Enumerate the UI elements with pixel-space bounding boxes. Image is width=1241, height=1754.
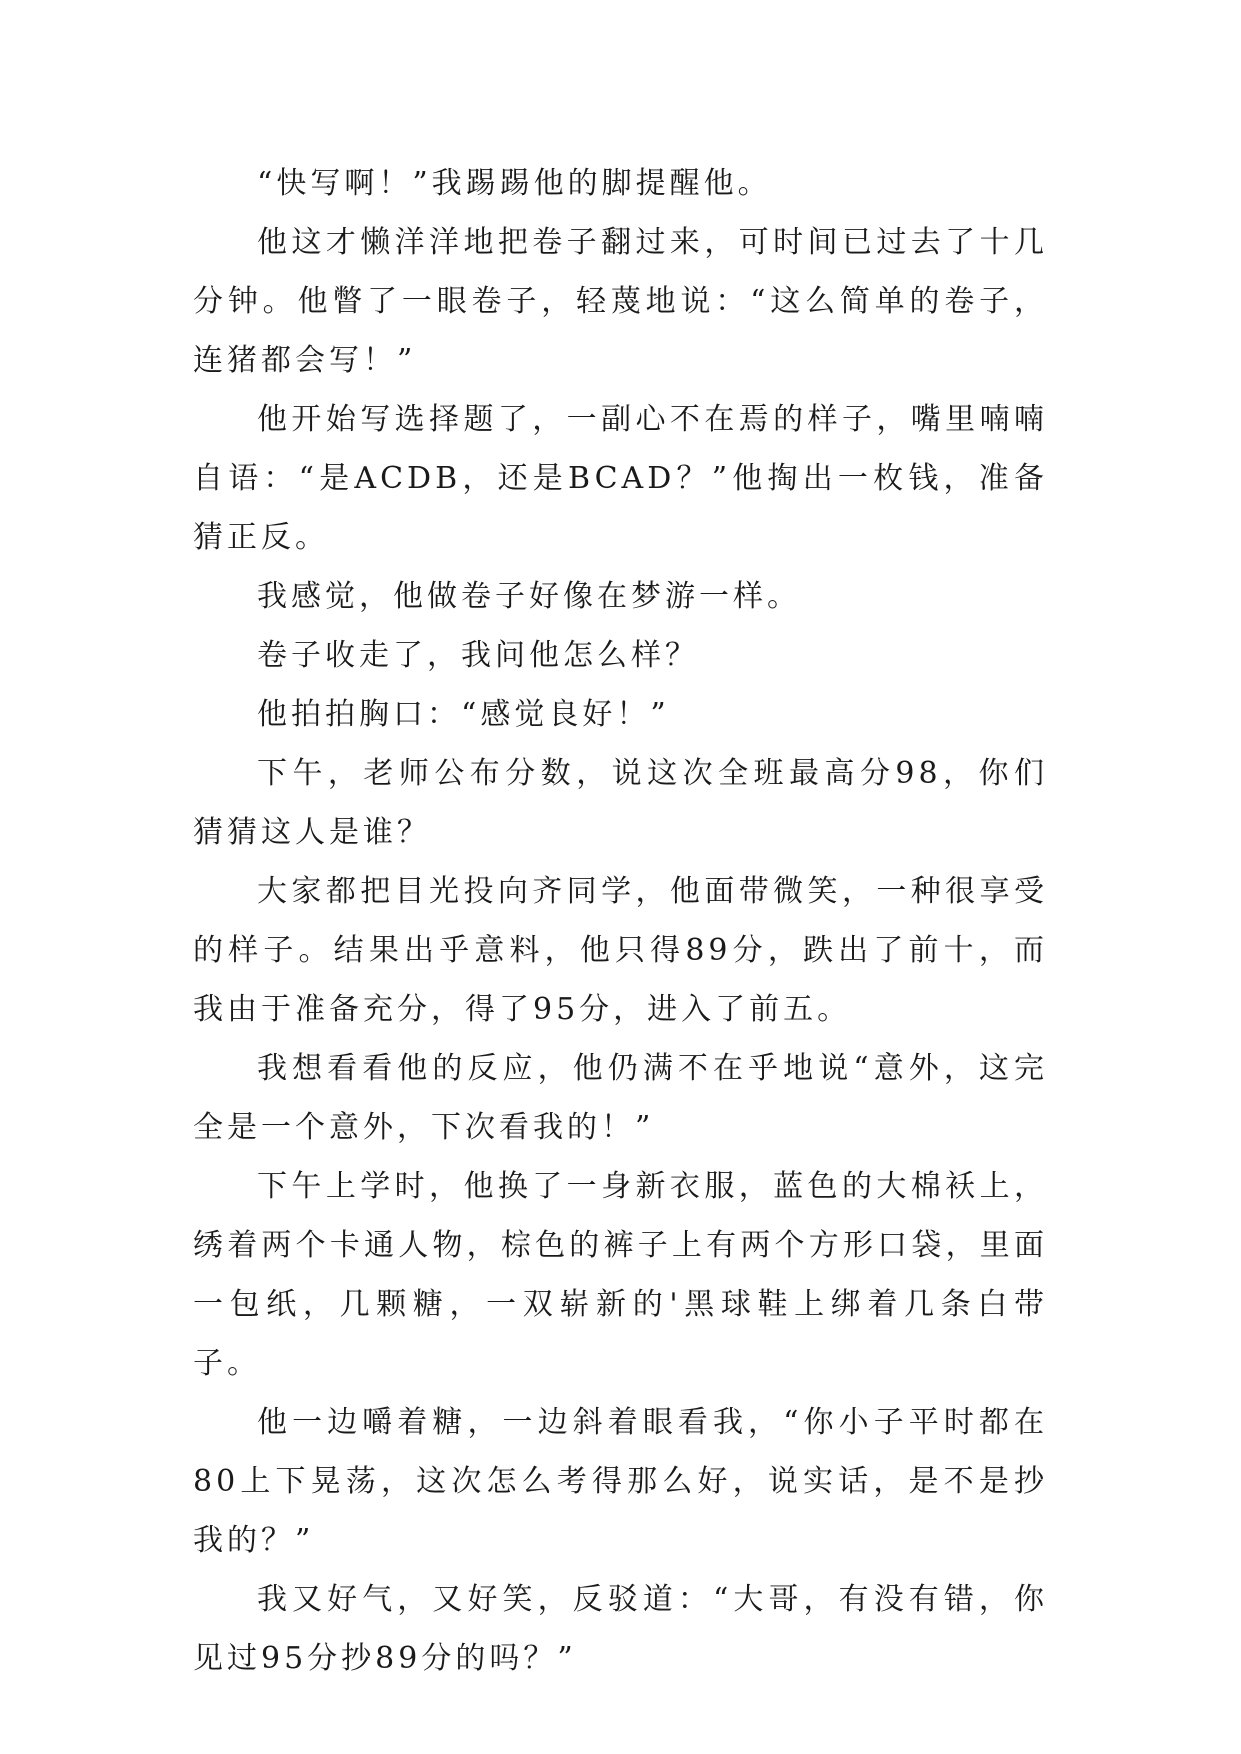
paragraph-4: 我感觉，他做卷子好像在梦游一样。	[257, 579, 801, 614]
document-page	[193, 154, 1048, 1688]
paragraph-6: 他拍拍胸口：“感觉良好！”	[257, 697, 670, 732]
paragraph-12: 我又好气，又好笑，反驳道：“大哥，有没有错，你见过95分抄89分的吗？”	[193, 1582, 1048, 1676]
paragraph-2: 他这才懒洋洋地把卷子翻过来，可时间已过去了十几分钟。他瞥了一眼卷子，轻蔑地说：“这么简单的卷子，连猪都会写！”	[193, 225, 1048, 378]
paragraph-5: 卷子收走了，我问他怎么样？	[257, 638, 699, 673]
paragraph-11: 他一边嚼着糖，一边斜着眼看我，“你小子平时都在80上下晃荡，这次怎么考得那么好，说实话，是不是抄我的？”	[193, 1405, 1048, 1558]
paragraph-10: 下午上学时，他换了一身新衣服，蓝色的大棉袄上，绣着两个卡通人物，棕色的裤子上有两个方形口袋，里面一包纸，几颗糖，一双崭新的'黑球鞋上绑着几条白带子。	[193, 1169, 1048, 1381]
paragraph-1: “快写啊！”我踢踢他的脚提醒他。	[257, 166, 772, 201]
paragraph-3: 他开始写选择题了，一副心不在焉的样子，嘴里喃喃自语：“是ACDB，还是BCAD？”他掏出一枚钱，准备猜正反。	[193, 402, 1048, 555]
paragraph-7: 下午，老师公布分数，说这次全班最高分98，你们猜猜这人是谁？	[193, 756, 1048, 850]
paragraph-8: 大家都把目光投向齐同学，他面带微笑，一种很享受的样子。结果出乎意料，他只得89分，跌出了前十，而我由于准备充分，得了95分，进入了前五。	[193, 874, 1048, 1027]
paragraph-9: 我想看看他的反应，他仍满不在乎地说“意外，这完全是一个意外，下次看我的！”	[193, 1051, 1048, 1145]
